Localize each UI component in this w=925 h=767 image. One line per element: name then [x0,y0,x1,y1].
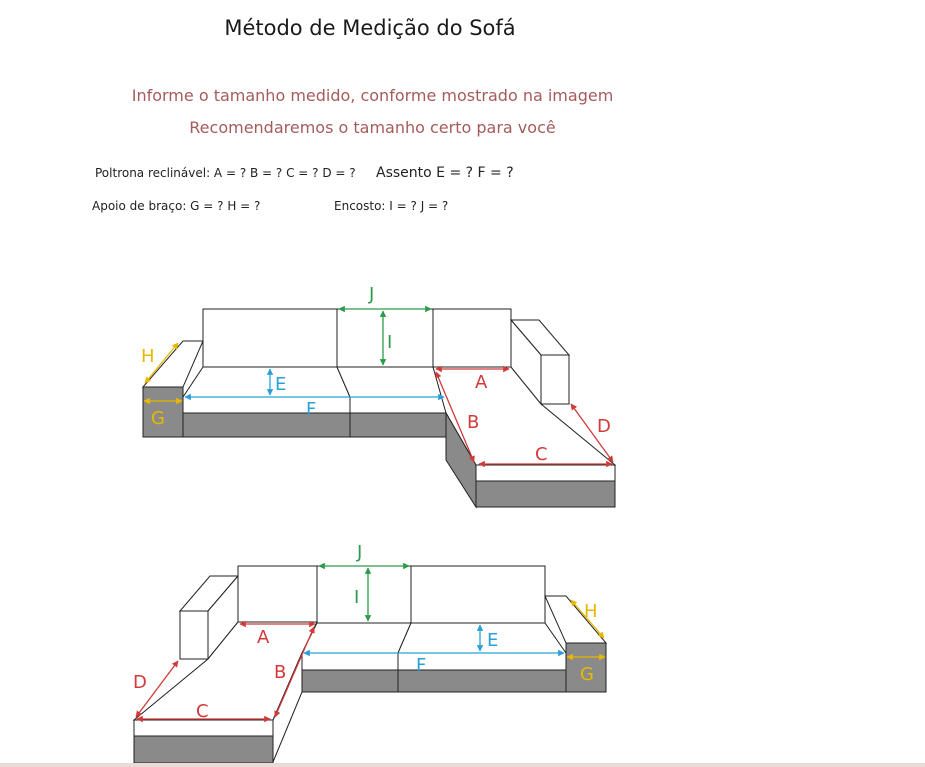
label-E: E [487,630,499,651]
label-G: G [580,664,594,685]
back-cushion [433,309,511,367]
back-cushion [411,566,545,623]
label-J: J [357,542,363,563]
spec-recliner: Poltrona reclinável: A = ? B = ? C = ? D = ? [95,166,356,180]
left-armrest-front [180,611,208,659]
page-title: Método de Medição do Sofá [224,16,516,40]
subtitle-recommendation: Recomendaremos o tamanho certo para você [189,118,556,137]
label-B: B [467,412,480,433]
back-cushion [203,309,337,367]
label-E: E [275,374,287,395]
sofa-top [143,309,615,507]
chaise-front [134,720,273,736]
label-I: I [354,587,360,608]
sofa-base [302,670,398,692]
subtitle-instruction: Informe o tamanho medido, conforme mostrado na imagem [131,86,614,105]
label-H: H [584,601,598,622]
label-B: B [274,662,287,683]
spec-armrest: Apoio de braço: G = ? H = ? [92,199,261,213]
label-G: G [151,408,165,429]
sofa-base [350,413,446,437]
spec-backrest: Encosto: I = ? J = ? [334,199,449,213]
label-J: J [369,284,375,305]
chaise-base [134,736,273,763]
seat-cushion [302,623,411,670]
sofa-base [183,413,350,437]
label-D: D [133,672,147,693]
label-I: I [387,332,393,353]
seat-cushion [337,367,446,413]
seat-cushion [183,367,350,413]
right-armrest-front [541,355,569,404]
label-H: H [141,346,155,367]
spec-seat: Assento E = ? F = ? [376,165,514,181]
label-F: F [416,655,427,676]
label-F: F [306,399,317,420]
back-cushion [337,309,433,367]
chaise-base [476,481,615,507]
label-C: C [196,701,209,722]
label-A: A [257,627,270,648]
back-cushion [238,566,317,623]
sofa-bottom [134,566,606,763]
label-A: A [475,372,488,393]
bottom-border [0,763,925,767]
label-C: C [535,444,548,465]
label-D: D [597,416,611,437]
back-cushion [317,566,411,623]
chaise-front [476,465,615,481]
